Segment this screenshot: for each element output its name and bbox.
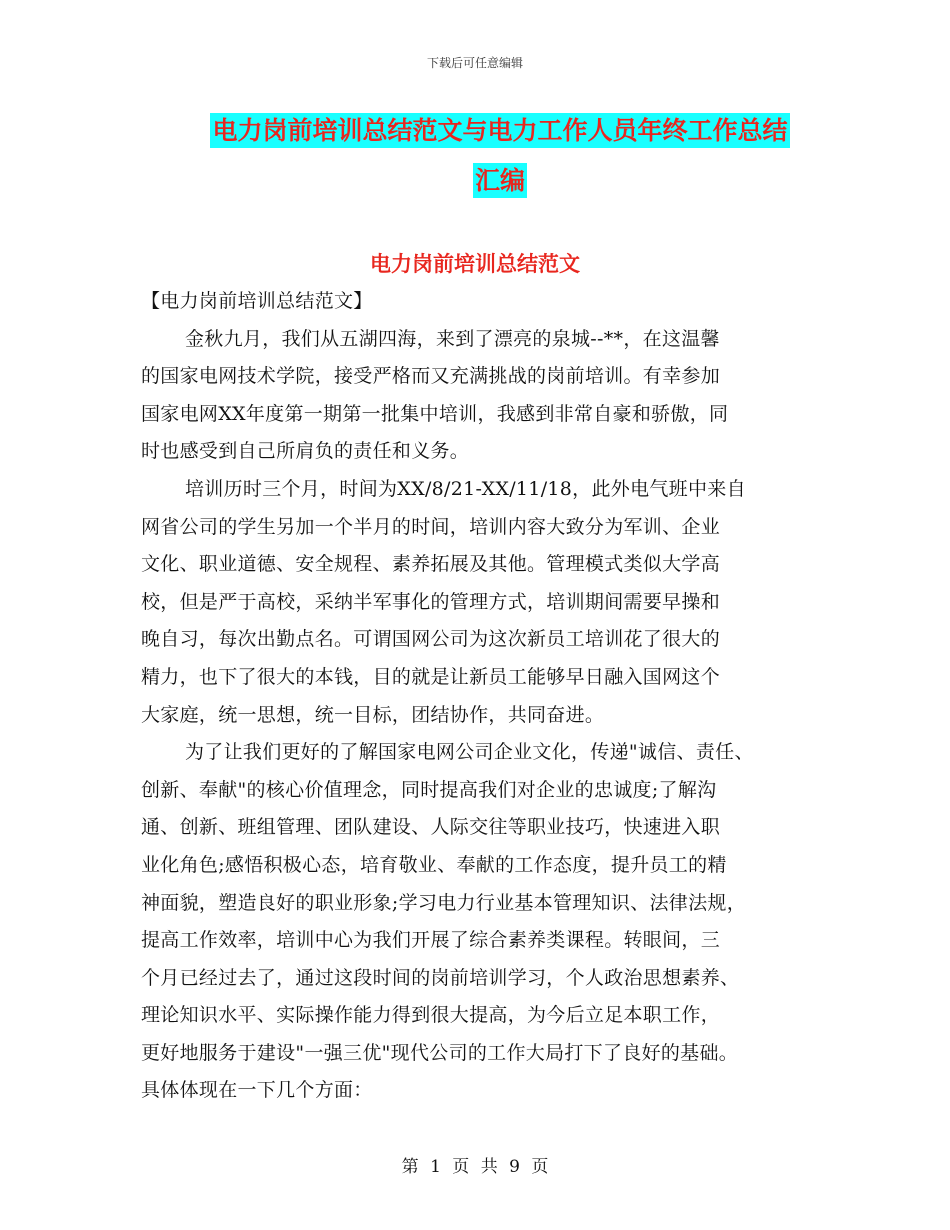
body-line: 通、创新、班组管理、团队建设、人际交往等职业技巧，快速进入职 <box>141 816 721 839</box>
body-line: 【电力岗前培训总结范文】 <box>141 290 373 312</box>
body-line: 精力，也下了很大的本钱，目的就是让新员工能够早日融入国网这个 <box>141 665 721 688</box>
body-line: 创新、奉献"的核心价值理念，同时提高我们对企业的忠诚度;了解沟 <box>141 778 717 801</box>
body-line: 校，但是严于高校，采纳半军事化的管理方式，培训期间需要早操和 <box>141 590 721 613</box>
body-line: 大家庭，统一思想，统一目标，团结协作，共同奋进。 <box>141 703 605 726</box>
body-line: 时也感受到自己所肩负的责任和义务。 <box>141 440 470 463</box>
body-line: 金秋九月，我们从五湖四海，来到了漂亮的泉城--**，在这温馨 <box>185 327 720 350</box>
body-text <box>141 283 823 1110</box>
body-line: 文化、职业道德、安全规程、素养拓展及其他。管理模式类似大学高 <box>141 553 721 576</box>
document-title-line-1: 电力岗前培训总结范文与电力工作人员年终工作总结 <box>210 113 789 148</box>
page-header: 下载后可任意编辑 <box>426 56 523 70</box>
body-line: 理论知识水平、实际操作能力得到很大提高，为今后立足本职工作， <box>141 1004 721 1027</box>
body-line: 培训历时三个月，时间为XX/8/21-XX/11/18，此外电气班中来自 <box>185 477 746 500</box>
body-line: 具体体现在一下几个方面： <box>141 1079 373 1102</box>
body-line: 晚自习，每次出勤点名。可谓国网公司为这次新员工培训花了很大的 <box>141 628 721 651</box>
body-line: 国家电网XX年度第一期第一批集中培训，我感到非常自豪和骄傲，同 <box>141 402 729 425</box>
body-line: 神面貌，塑造良好的职业形象;学习电力行业基本管理知识、法律法规， <box>141 891 747 914</box>
document-title-line-2: 汇编 <box>473 163 527 198</box>
body-line: 个月已经过去了，通过这段时间的岗前培训学习，个人政治思想素养、 <box>141 966 740 989</box>
page-footer: 第 1 页 共 9 页 <box>401 1157 549 1177</box>
body-line: 网省公司的学生另加一个半月的时间，培训内容大致分为军训、企业 <box>141 515 721 538</box>
section-title: 电力岗前培训总结范文 <box>370 252 580 276</box>
body-line: 更好地服务于建设"一强三优"现代公司的工作大局打下了良好的基础。 <box>141 1041 739 1064</box>
document-title <box>180 106 820 206</box>
body-line: 业化角色;感悟积极心态，培育敬业、奉献的工作态度，提升员工的精 <box>141 853 727 876</box>
body-line: 为了让我们更好的了解国家电网公司企业文化，传递"诚信、责任、 <box>185 741 754 764</box>
body-line: 的国家电网技术学院，接受严格而又充满挑战的岗前培训。有幸参加 <box>141 365 721 388</box>
body-line: 提高工作效率，培训中心为我们开展了综合素养类课程。转眼间，三 <box>141 929 721 952</box>
